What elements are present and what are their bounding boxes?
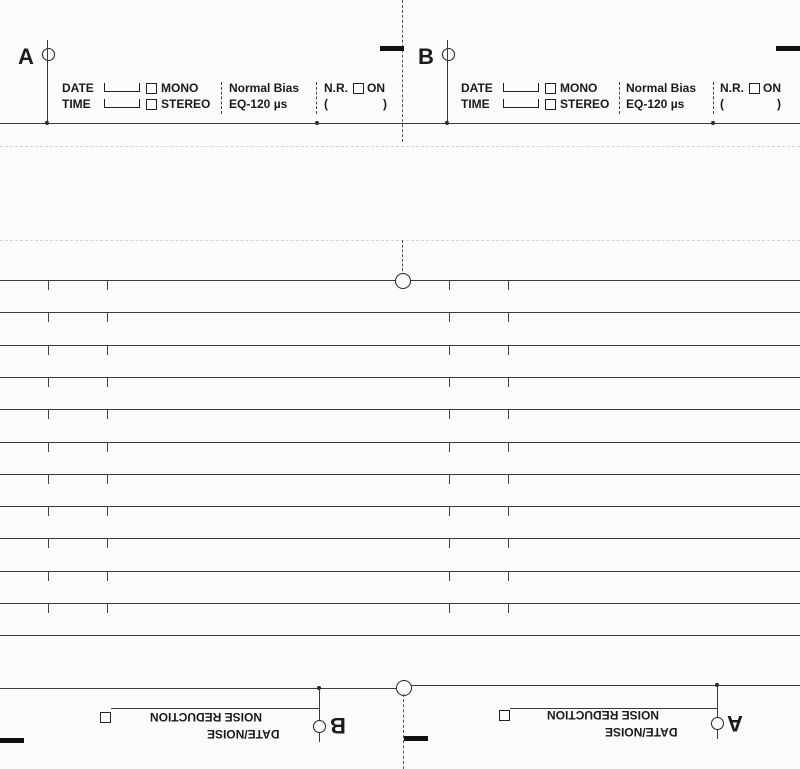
nr-on-checkbox[interactable] — [353, 83, 364, 94]
track-column-tick — [508, 442, 509, 452]
hub-circle-icon — [442, 48, 455, 61]
track-row-line — [0, 635, 800, 636]
track-column-tick — [508, 312, 509, 322]
track-column-tick — [107, 280, 108, 290]
track-column-tick — [107, 442, 108, 452]
track-column-tick — [508, 409, 509, 419]
divider — [221, 82, 222, 114]
divider — [316, 82, 317, 114]
nr-on-checkbox[interactable] — [749, 83, 760, 94]
track-column-tick — [508, 377, 509, 387]
divider — [619, 82, 620, 114]
tape-tab-icon — [776, 46, 800, 51]
track-column-tick — [508, 345, 509, 355]
track-column-tick — [48, 280, 49, 290]
spine-rule — [111, 708, 319, 709]
nr-on-label: ON — [367, 81, 385, 95]
track-column-tick — [449, 409, 450, 419]
track-column-tick — [107, 377, 108, 387]
fold-line-bottom — [403, 694, 404, 769]
track-row-line — [0, 474, 800, 475]
stereo-checkbox[interactable] — [545, 99, 556, 110]
eq-label: EQ-120 µs — [626, 97, 685, 111]
time-label: TIME — [62, 97, 91, 111]
mono-label: MONO — [161, 81, 199, 95]
spine-title-line1: DATE/NOISE — [207, 727, 280, 741]
track-column-tick — [48, 345, 49, 355]
track-column-tick — [107, 506, 108, 516]
mono-checkbox[interactable] — [146, 83, 157, 94]
nr-paren-close: ) — [383, 97, 387, 111]
track-column-tick — [508, 538, 509, 548]
spine-title-line2: NOISE REDUCTION — [150, 710, 263, 724]
stereo-label: STEREO — [161, 97, 211, 111]
track-row-line — [0, 312, 800, 313]
track-column-tick — [48, 603, 49, 613]
time-field[interactable] — [503, 99, 539, 108]
spine-title-line1: DATE/NOISE — [605, 725, 678, 739]
track-row-line — [0, 571, 800, 572]
track-column-tick — [48, 571, 49, 581]
track-column-tick — [48, 312, 49, 322]
nr-label: N.R. — [720, 81, 744, 95]
divider — [713, 82, 714, 114]
score-line-1 — [0, 146, 800, 147]
eq-label: EQ-120 µs — [229, 97, 288, 111]
date-label: DATE — [62, 81, 94, 95]
track-column-tick — [449, 345, 450, 355]
bias-label: Normal Bias — [626, 81, 697, 95]
fold-line-top — [402, 0, 403, 142]
nr-on-label: ON — [763, 81, 781, 95]
track-column-tick — [48, 442, 49, 452]
track-column-tick — [508, 571, 509, 581]
track-column-tick — [48, 409, 49, 419]
track-column-tick — [449, 280, 450, 290]
time-label: TIME — [461, 97, 490, 111]
stereo-label: STEREO — [560, 97, 610, 111]
track-column-tick — [107, 474, 108, 484]
spine-top-rule — [410, 685, 800, 686]
bias-label: Normal Bias — [229, 81, 300, 95]
nr-paren-open: ( — [720, 97, 724, 111]
track-column-tick — [449, 377, 450, 387]
nr-paren-open: ( — [324, 97, 328, 111]
track-column-tick — [508, 474, 509, 484]
hub-circle-icon — [42, 48, 55, 61]
spine-rule — [319, 688, 320, 742]
track-column-tick — [508, 603, 509, 613]
mono-checkbox[interactable] — [545, 83, 556, 94]
spine-title-line2: NOISE REDUCTION — [547, 708, 660, 722]
time-field[interactable] — [104, 99, 140, 108]
date-field[interactable] — [104, 83, 140, 92]
track-column-tick — [508, 280, 509, 290]
track-row-line — [0, 506, 800, 507]
track-column-tick — [48, 538, 49, 548]
tape-tab-icon — [404, 736, 428, 741]
panel-a-left-rule — [47, 40, 48, 124]
spine-checkbox[interactable] — [499, 710, 510, 721]
spine-rule — [717, 685, 718, 739]
track-row-line — [0, 442, 800, 443]
side-b-letter: B — [330, 713, 346, 738]
track-column-tick — [107, 603, 108, 613]
track-column-tick — [449, 312, 450, 322]
spine-checkbox[interactable] — [100, 712, 111, 723]
track-column-tick — [449, 571, 450, 581]
track-column-tick — [107, 571, 108, 581]
date-label: DATE — [461, 81, 493, 95]
tape-tab-icon — [380, 46, 404, 51]
hub-circle-icon — [313, 720, 326, 733]
track-column-tick — [449, 442, 450, 452]
track-column-tick — [107, 312, 108, 322]
track-row-line — [0, 345, 800, 346]
track-column-tick — [449, 506, 450, 516]
nr-paren-close: ) — [777, 97, 781, 111]
hub-circle-icon — [395, 273, 411, 289]
tape-tab-icon — [0, 738, 24, 743]
track-row-line — [0, 409, 800, 410]
stereo-checkbox[interactable] — [146, 99, 157, 110]
score-line-2 — [0, 240, 800, 241]
track-row-line — [0, 538, 800, 539]
track-column-tick — [449, 603, 450, 613]
hub-circle-icon — [396, 680, 412, 696]
track-column-tick — [107, 538, 108, 548]
track-column-tick — [48, 377, 49, 387]
panel-baseline — [0, 123, 800, 124]
hub-circle-icon — [711, 717, 724, 730]
side-a-letter: A — [727, 711, 743, 736]
spine-top-rule — [0, 688, 396, 689]
track-column-tick — [107, 345, 108, 355]
date-field[interactable] — [503, 83, 539, 92]
side-b-letter: B — [418, 44, 434, 69]
track-row-line — [0, 603, 800, 604]
mono-label: MONO — [560, 81, 598, 95]
side-a-letter: A — [18, 44, 34, 69]
track-column-tick — [48, 474, 49, 484]
track-column-tick — [48, 506, 49, 516]
track-row-line — [0, 377, 800, 378]
track-column-tick — [107, 409, 108, 419]
fold-line-middle — [402, 240, 403, 276]
nr-label: N.R. — [324, 81, 348, 95]
track-column-tick — [508, 506, 509, 516]
track-column-tick — [449, 538, 450, 548]
panel-b-left-rule — [447, 40, 448, 124]
track-column-tick — [449, 474, 450, 484]
